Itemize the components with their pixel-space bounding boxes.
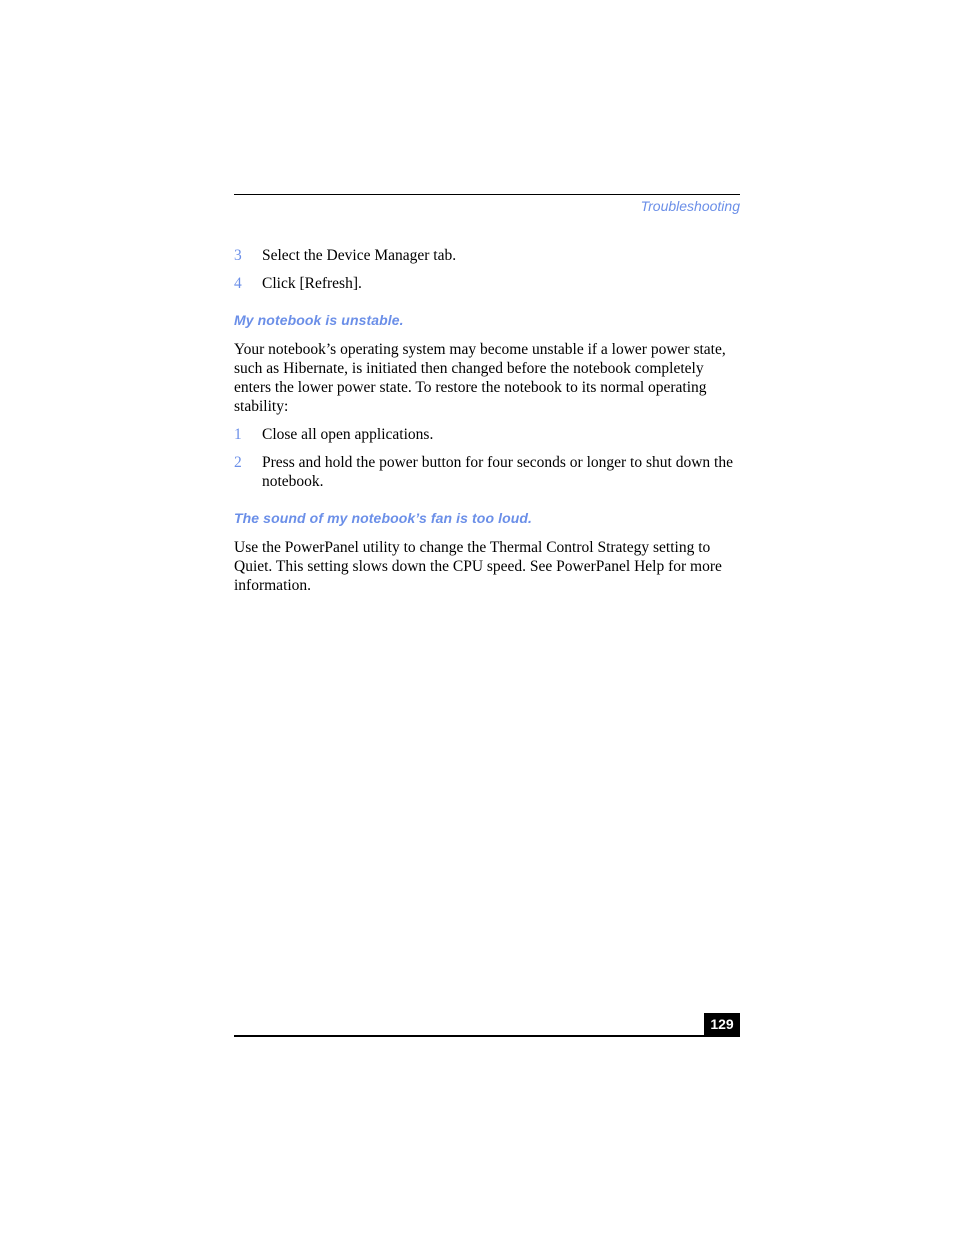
step-text: Select the Device Manager tab. bbox=[262, 247, 457, 264]
section-heading-unstable: My notebook is unstable. bbox=[234, 312, 404, 328]
footer-rule bbox=[234, 1035, 740, 1037]
section-heading-fan-loud: The sound of my notebook’s fan is too loud. bbox=[234, 510, 533, 526]
list-item bbox=[234, 274, 740, 293]
page-number: 129 bbox=[704, 1013, 740, 1037]
section-body-fan-loud: Use the PowerPanel utility to change the Thermal Control Strategy setting to Quiet. This setting slows down the CPU speed. See PowerPanel Help for more information. bbox=[234, 539, 722, 594]
header-rule bbox=[234, 194, 740, 195]
step-number: 2 bbox=[234, 454, 242, 471]
list-item bbox=[234, 246, 740, 265]
step-number: 1 bbox=[234, 426, 242, 443]
list-item bbox=[234, 425, 740, 444]
running-header: Troubleshooting bbox=[640, 198, 740, 214]
page-content bbox=[234, 246, 740, 604]
step-text: Close all open applications. bbox=[262, 426, 434, 443]
step-text: Click [Refresh]. bbox=[262, 275, 362, 292]
step-number: 3 bbox=[234, 247, 242, 264]
section-body-unstable: Your notebook’s operating system may become unstable if a lower power state, such as Hibernate, is initiated then changed before the notebook completely enters the lower power state. To restore the notebook to its normal operating stability: bbox=[234, 341, 726, 415]
step-number: 4 bbox=[234, 275, 242, 292]
list-item bbox=[234, 453, 740, 491]
step-text: Press and hold the power button for four seconds or longer to shut down the notebook. bbox=[262, 454, 733, 490]
